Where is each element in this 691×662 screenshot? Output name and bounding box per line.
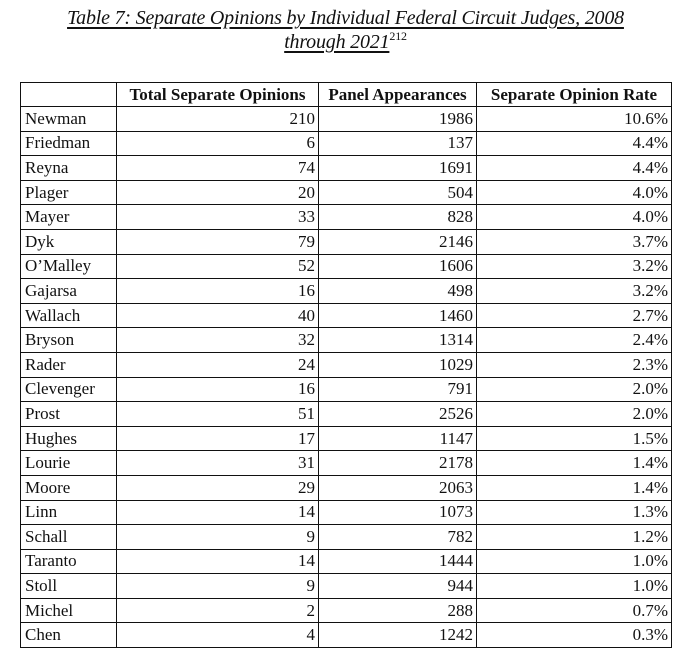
table-row [21, 574, 672, 599]
judge-name-cell: Mayer [21, 205, 117, 230]
judge-name-cell: Schall [21, 525, 117, 550]
judge-name-cell: Linn [21, 500, 117, 525]
judge-name-cell: Bryson [21, 328, 117, 353]
total-separate-opinions-cell: 31 [117, 451, 319, 476]
total-separate-opinions-cell: 16 [117, 279, 319, 304]
table-row [21, 426, 672, 451]
total-separate-opinions-cell: 9 [117, 574, 319, 599]
caption-line-1 [0, 6, 691, 30]
panel-appearances-cell: 2063 [319, 475, 477, 500]
panel-appearances-cell: 1460 [319, 303, 477, 328]
total-separate-opinions-cell: 52 [117, 254, 319, 279]
table-row [21, 156, 672, 181]
panel-appearances-cell: 137 [319, 131, 477, 156]
separate-opinion-rate-cell: 2.0% [477, 377, 672, 402]
table-row [21, 500, 672, 525]
total-separate-opinions-cell: 17 [117, 426, 319, 451]
table-row [21, 180, 672, 205]
table-row [21, 623, 672, 648]
table-body [21, 107, 672, 648]
table-row [21, 377, 672, 402]
total-separate-opinions-cell: 32 [117, 328, 319, 353]
separate-opinion-rate-cell: 2.7% [477, 303, 672, 328]
caption-line-2 [0, 30, 691, 54]
judge-name-cell: Clevenger [21, 377, 117, 402]
header-total-separate-opinions: Total Separate Opinions [117, 83, 319, 107]
total-separate-opinions-cell: 29 [117, 475, 319, 500]
panel-appearances-cell: 498 [319, 279, 477, 304]
judge-name-cell: Dyk [21, 229, 117, 254]
panel-appearances-cell: 782 [319, 525, 477, 550]
separate-opinion-rate-cell: 1.4% [477, 475, 672, 500]
table-row [21, 475, 672, 500]
panel-appearances-cell: 944 [319, 574, 477, 599]
separate-opinion-rate-cell: 10.6% [477, 107, 672, 132]
header-separate-opinion-rate: Separate Opinion Rate [477, 83, 672, 107]
total-separate-opinions-cell: 4 [117, 623, 319, 648]
table-caption [0, 6, 691, 54]
separate-opinion-rate-cell: 1.0% [477, 549, 672, 574]
table-row [21, 402, 672, 427]
judge-name-cell: Prost [21, 402, 117, 427]
separate-opinion-rate-cell: 2.4% [477, 328, 672, 353]
table-row [21, 598, 672, 623]
separate-opinion-rate-cell: 1.3% [477, 500, 672, 525]
panel-appearances-cell: 288 [319, 598, 477, 623]
separate-opinion-rate-cell: 2.3% [477, 352, 672, 377]
separate-opinion-rate-cell: 0.3% [477, 623, 672, 648]
panel-appearances-cell: 1314 [319, 328, 477, 353]
judge-name-cell: Hughes [21, 426, 117, 451]
total-separate-opinions-cell: 24 [117, 352, 319, 377]
separate-opinion-rate-cell: 4.0% [477, 205, 672, 230]
table-row [21, 205, 672, 230]
table-row [21, 279, 672, 304]
total-separate-opinions-cell: 74 [117, 156, 319, 181]
judge-name-cell: Gajarsa [21, 279, 117, 304]
panel-appearances-cell: 1691 [319, 156, 477, 181]
header-judge [21, 83, 117, 107]
judge-name-cell: Lourie [21, 451, 117, 476]
table-row [21, 254, 672, 279]
separate-opinion-rate-cell: 4.0% [477, 180, 672, 205]
separate-opinion-rate-cell: 1.5% [477, 426, 672, 451]
caption-text-2: through 2021 [284, 31, 389, 53]
panel-appearances-cell: 2146 [319, 229, 477, 254]
judge-name-cell: Michel [21, 598, 117, 623]
separate-opinions-table [20, 82, 672, 648]
judge-name-cell: Taranto [21, 549, 117, 574]
table-row [21, 107, 672, 132]
table-row [21, 131, 672, 156]
judge-name-cell: Rader [21, 352, 117, 377]
judge-name-cell: Plager [21, 180, 117, 205]
separate-opinion-rate-cell: 0.7% [477, 598, 672, 623]
separate-opinion-rate-cell: 1.2% [477, 525, 672, 550]
separate-opinion-rate-cell: 1.4% [477, 451, 672, 476]
judge-name-cell: Friedman [21, 131, 117, 156]
judge-name-cell: Moore [21, 475, 117, 500]
total-separate-opinions-cell: 9 [117, 525, 319, 550]
judge-name-cell: Chen [21, 623, 117, 648]
total-separate-opinions-cell: 16 [117, 377, 319, 402]
separate-opinion-rate-cell: 3.7% [477, 229, 672, 254]
total-separate-opinions-cell: 6 [117, 131, 319, 156]
table-row [21, 352, 672, 377]
panel-appearances-cell: 1606 [319, 254, 477, 279]
total-separate-opinions-cell: 14 [117, 500, 319, 525]
table-row [21, 451, 672, 476]
judge-name-cell: Wallach [21, 303, 117, 328]
panel-appearances-cell: 2526 [319, 402, 477, 427]
separate-opinion-rate-cell: 4.4% [477, 131, 672, 156]
table-row [21, 229, 672, 254]
panel-appearances-cell: 828 [319, 205, 477, 230]
panel-appearances-cell: 1986 [319, 107, 477, 132]
panel-appearances-cell: 1073 [319, 500, 477, 525]
judge-name-cell: Reyna [21, 156, 117, 181]
total-separate-opinions-cell: 79 [117, 229, 319, 254]
separate-opinion-rate-cell: 2.0% [477, 402, 672, 427]
total-separate-opinions-cell: 210 [117, 107, 319, 132]
judge-name-cell: Stoll [21, 574, 117, 599]
judge-name-cell: Newman [21, 107, 117, 132]
table-row [21, 303, 672, 328]
table-row [21, 328, 672, 353]
total-separate-opinions-cell: 20 [117, 180, 319, 205]
panel-appearances-cell: 1242 [319, 623, 477, 648]
panel-appearances-cell: 1444 [319, 549, 477, 574]
judge-name-cell: O’Malley [21, 254, 117, 279]
table-row [21, 549, 672, 574]
panel-appearances-cell: 1147 [319, 426, 477, 451]
total-separate-opinions-cell: 40 [117, 303, 319, 328]
panel-appearances-cell: 791 [319, 377, 477, 402]
table-row [21, 525, 672, 550]
separate-opinion-rate-cell: 4.4% [477, 156, 672, 181]
panel-appearances-cell: 504 [319, 180, 477, 205]
caption-text-1: Table 7: Separate Opinions by Individual Federal Circuit Judges, 2008 [67, 7, 624, 29]
separate-opinion-rate-cell: 3.2% [477, 254, 672, 279]
total-separate-opinions-cell: 51 [117, 402, 319, 427]
total-separate-opinions-cell: 33 [117, 205, 319, 230]
panel-appearances-cell: 2178 [319, 451, 477, 476]
panel-appearances-cell: 1029 [319, 352, 477, 377]
header-panel-appearances: Panel Appearances [319, 83, 477, 107]
separate-opinion-rate-cell: 1.0% [477, 574, 672, 599]
header-row [21, 83, 672, 107]
total-separate-opinions-cell: 2 [117, 598, 319, 623]
total-separate-opinions-cell: 14 [117, 549, 319, 574]
footnote-marker: 212 [389, 29, 406, 43]
separate-opinion-rate-cell: 3.2% [477, 279, 672, 304]
